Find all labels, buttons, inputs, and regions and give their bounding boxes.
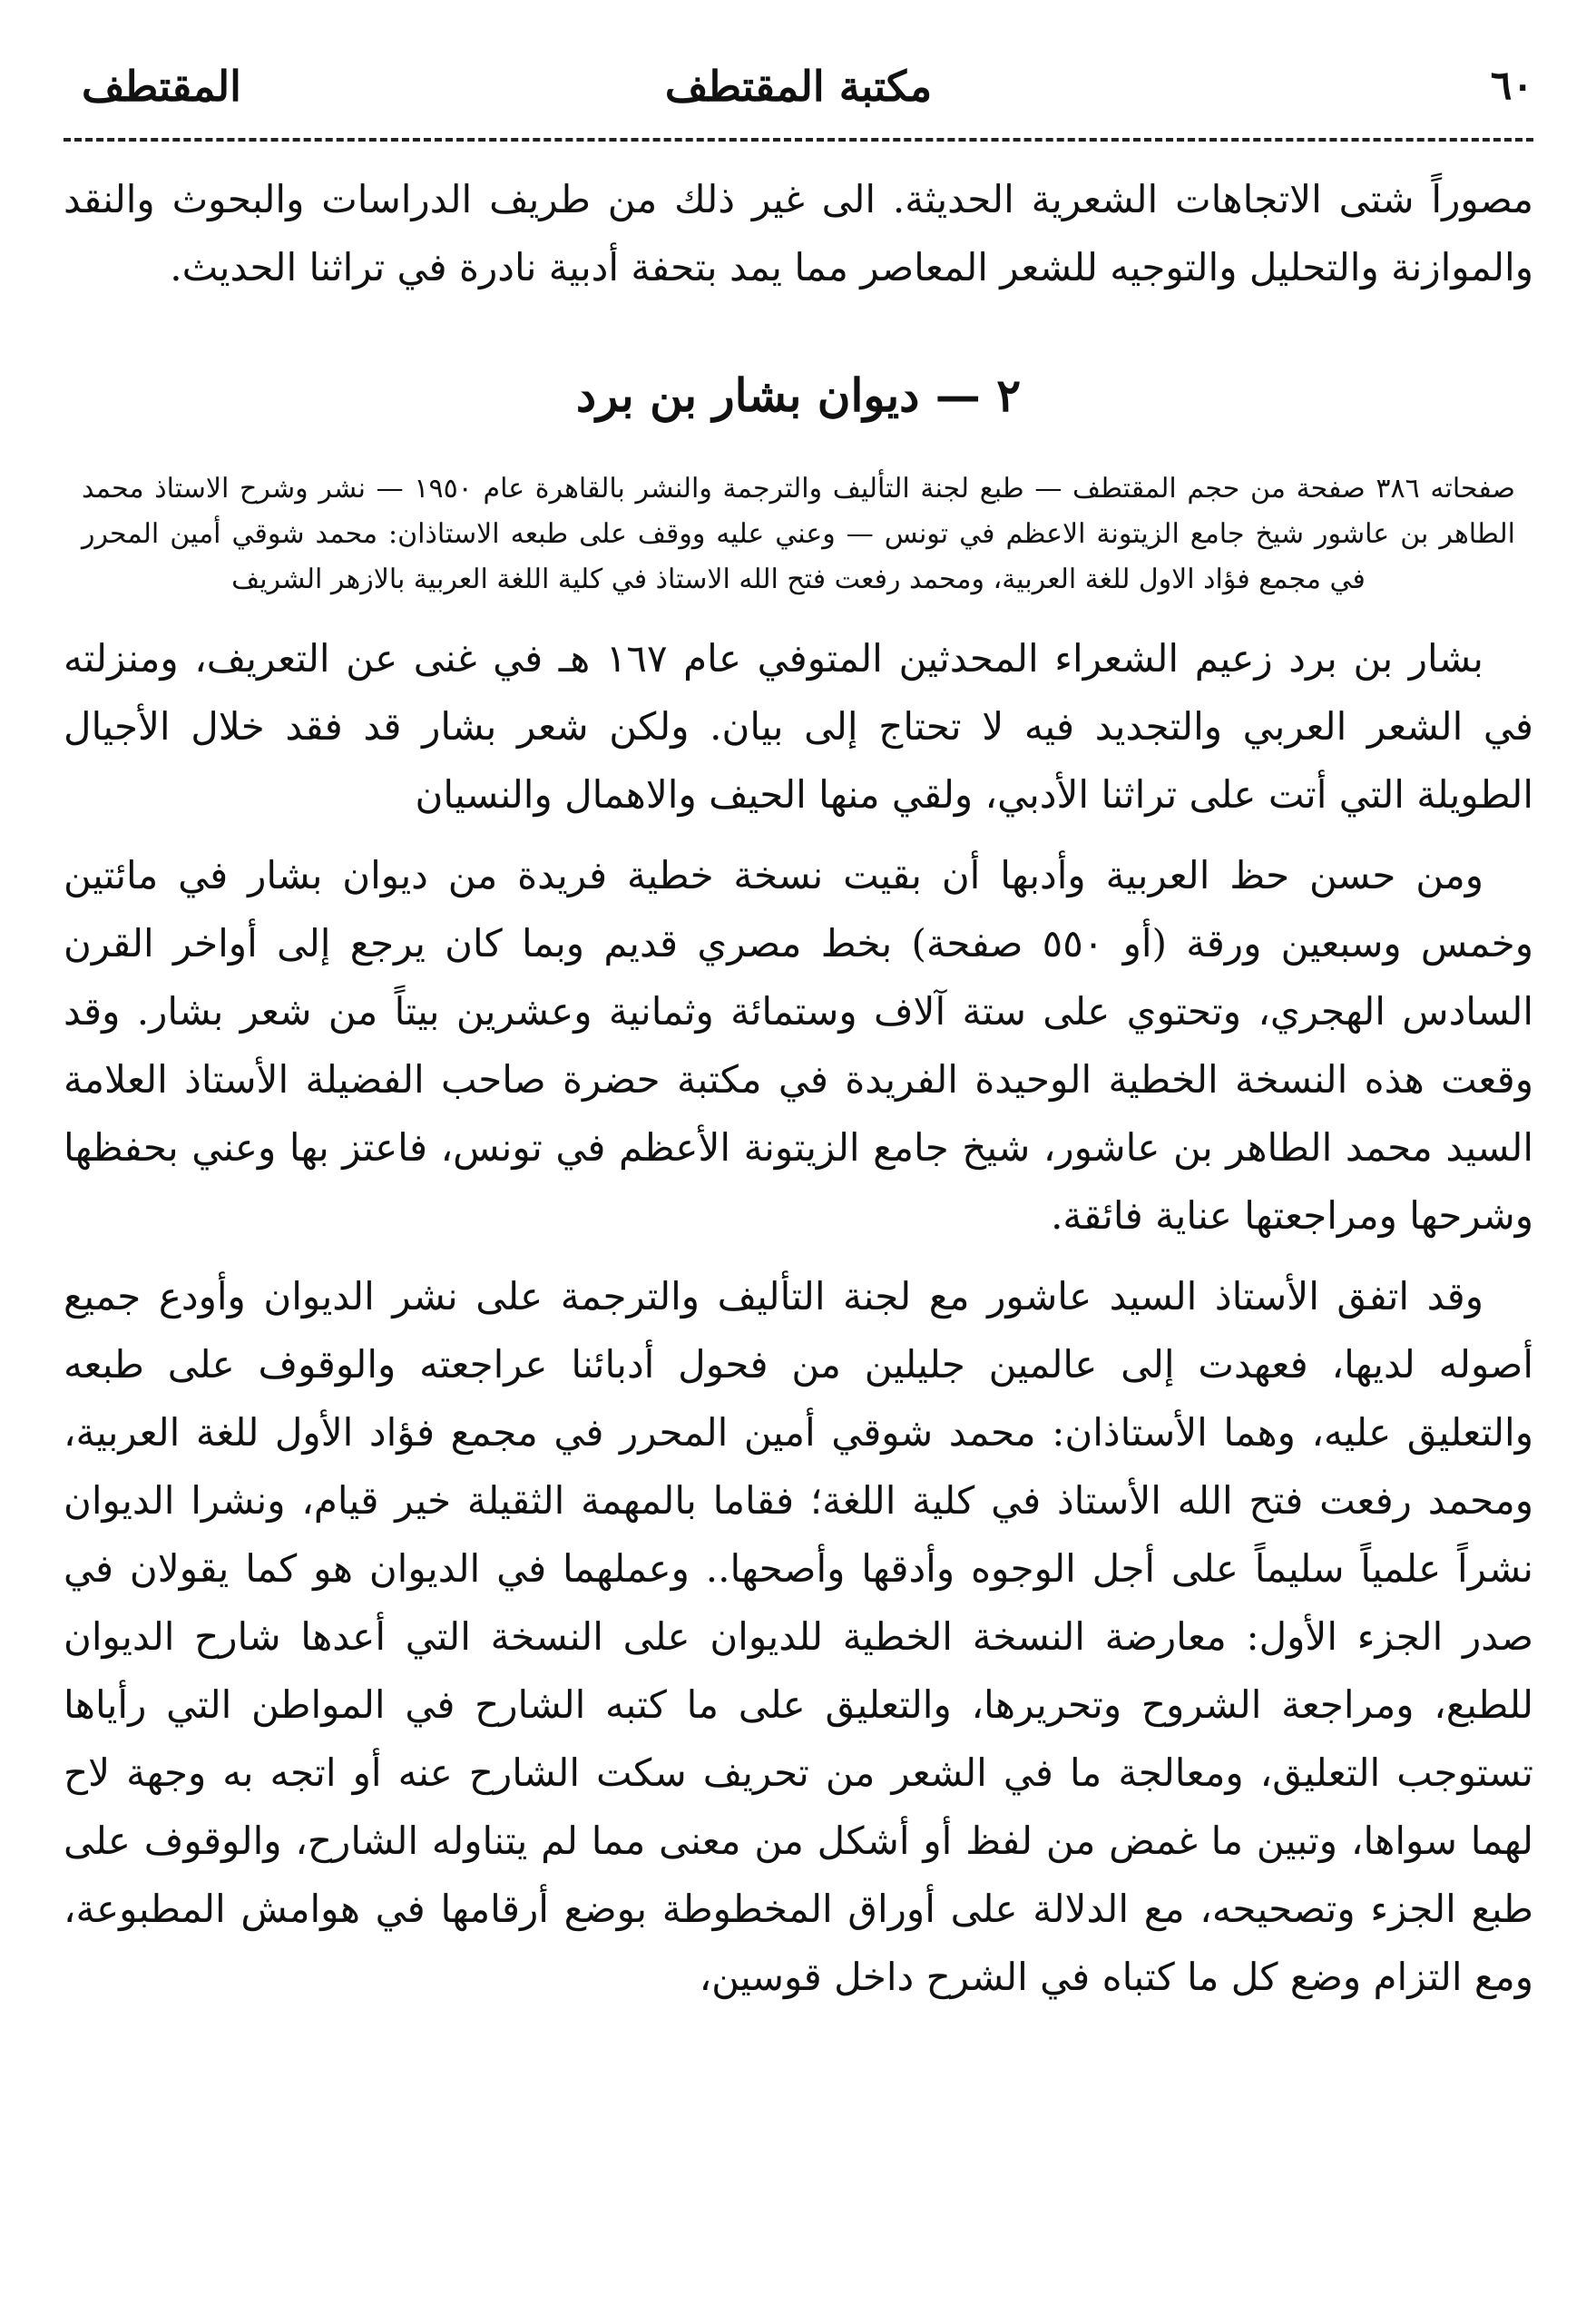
book-details: صفحاته ٣٨٦ صفحة من حجم المقتطف — طبع لجنة التأليف والترجمة والنشر بالقاهرة عام ١٩٥٠ — نشر وشرح الاستاذ محمد الطاهر بن عاشور شيخ جامع الزيتونة الاعظم في تونس — وعني عليه ووقف على طبعه الاستاذان: محمد شوقي أمين المحرر في مجمع فؤاد الاول للغة العربية، ومحمد رفعت فتح الله الاستاذ في كلية اللغة العربية بالازهر الشريف — [82, 473, 1516, 595]
body-paragraph-2: ومن حسن حظ العربية وأدبها أن بقيت نسخة خطية فريدة من ديوان بشار في مائتين وخمس وسبعين ورقة (أو ٥٥٠ صفحة) بخط مصري قديم وبما كان يرجع إلى أواخر القرن السادس الهجري، وتحتوي على ستة آلاف وستمائة وثمانية وعشرين بيتاً من شعر بشار. وقد وقعت هذه النسخة الخطية الوحيدة الفريدة في مكتبة حضرة صاحب الفضيلة الأستاذ العلامة السيد محمد الطاهر بن عاشور، شيخ جامع الزيتونة الأعظم في تونس، فاعتز بها وعني بحفظها وشرحها ومراجعتها عناية فائقة. — [64, 853, 1533, 1238]
intro-paragraph: مصوراً شتى الاتجاهات الشعرية الحديثة. الى غير ذلك من طريف الدراسات والبحوث والنقد والموازنة والتحليل والتوجيه للشعر المعاصر مما يمد بتحفة أدبية نادرة في تراثنا الحديث. — [64, 177, 1533, 289]
journal-name: المقتطف — [82, 62, 241, 111]
page-number: ٦٠ — [1490, 63, 1533, 109]
running-header — [64, 54, 1533, 118]
body-paragraph-1: بشار بن برد زعيم الشعراء المحدثين المتوفي عام ١٦٧ هـ في غنى عن التعريف، ومنزلته في الشعر العربي والتجديد فيه لا تحتاج إلى بيان. ولكن شعر بشار قد فقد خلال الأجيال الطويلة التي أتت على تراثنا الأدبي، ولقي منها الحيف والاهمال والنسيان — [64, 636, 1533, 817]
page-header-title: مكتبة المقتطف — [664, 62, 933, 111]
section-title: ٢ — ديوان بشار بن برد — [575, 368, 1022, 422]
header-divider — [64, 138, 1533, 142]
book-page — [64, 54, 1533, 2296]
body-paragraph-3: وقد اتفق الأستاذ السيد عاشور مع لجنة التأليف والترجمة على نشر الديوان وأودع جميع أصوله لديها، فعهدت إلى عالمين جليلين من فحول أدبائنا عراجعته والوقوف على طبعه والتعليق عليه، وهما الأستاذان: محمد شوقي أمين المحرر في مجمع فؤاد الأول للغة العربية، ومحمد رفعت فتح الله الأستاذ في كلية اللغة؛ فقاما بالمهمة الثقيلة خير قيام، ونشرا الديوان نشراً علمياً سليماً على أجل الوجوه وأدقها وأصحها.. وعملهما في الديوان هو كما يقولان في صدر الجزء الأول: معارضة النسخة الخطية للديوان على النسخة التي أعدها شارح الديوان للطبع، ومراجعة الشروح وتحريرها، والتعليق على ما كتبه الشارح في المواطن التي رأياها تستوجب التعليق، ومعالجة ما في الشعر من تحريف سكت الشارح عنه أو اتجه به وجهة لاح لهما سواها، وتبين ما غمض من لفظ أو أشكل من معنى مما لم يتناوله الشارح، والوقوف على طبع الجزء وتصحيحه، مع الدلالة على أوراق المخطوطة بوضع أرقامها في هوامش المطبوعة، ومع التزام وضع كل ما كتباه في الشرح داخل قوسين، — [64, 1274, 1533, 1999]
